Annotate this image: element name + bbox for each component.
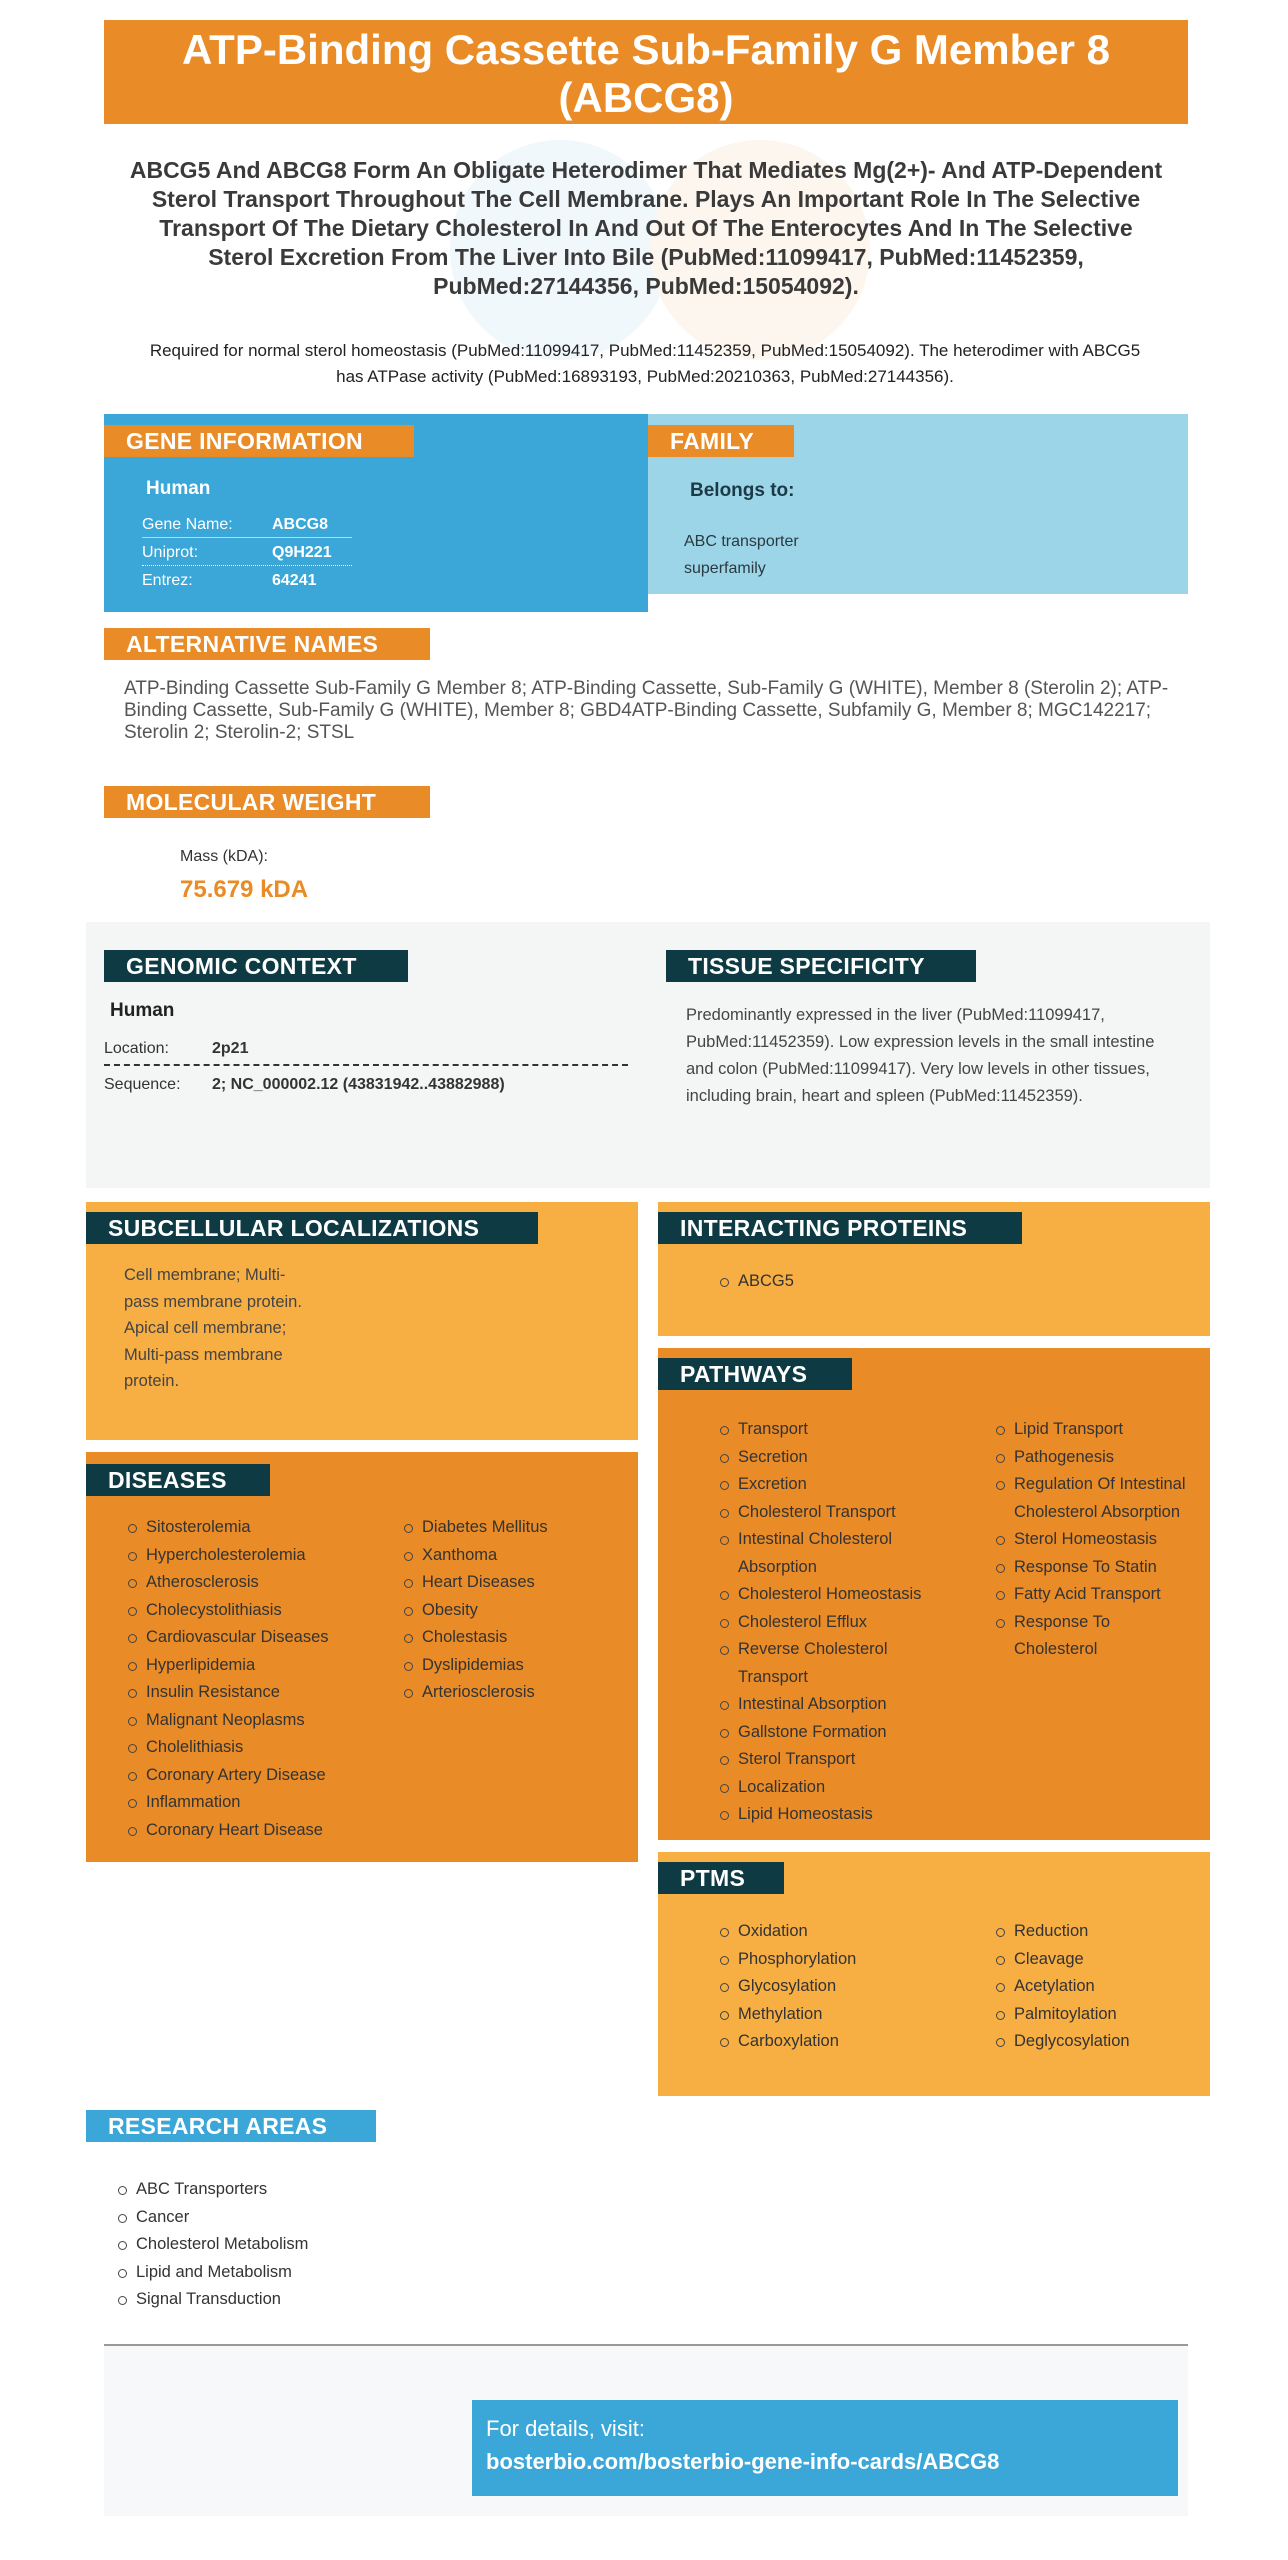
list-item: Malignant Neoplasms: [128, 1707, 408, 1735]
details-label: For details, visit:: [486, 2416, 645, 2441]
list-item: Acetylation: [996, 1973, 1196, 2001]
entrez-row: [142, 572, 352, 594]
tissue-specificity-text: Predominantly expressed in the liver (PubMed:11099417, PubMed:11452359). Low expression levels in the small intestine and colon (PubMed:11099417). Very low levels in other tissues, including brain, heart and spleen (PubMed:11452359).: [686, 1006, 1155, 1105]
list-item: Cholelithiasis: [128, 1734, 408, 1762]
list-item: Intestinal Cholesterol Absorption: [720, 1526, 960, 1581]
location-row: [104, 1040, 628, 1066]
research-areas-header: RESEARCH AREAS: [86, 2110, 376, 2142]
alternative-names-header: ALTERNATIVE NAMES: [104, 628, 430, 660]
family-belongs-label: Belongs to:: [690, 480, 795, 501]
list-item: Sterol Transport: [720, 1746, 960, 1774]
location-value: 2p21: [212, 1040, 249, 1057]
subcellular-line: pass membrane protein.: [124, 1292, 302, 1311]
gene-name-row: [142, 516, 352, 538]
list-item: Localization: [720, 1774, 960, 1802]
list-item: Cholesterol Metabolism: [118, 2231, 308, 2259]
list-item: Hypercholesterolemia: [128, 1542, 408, 1570]
molecular-weight-header: MOLECULAR WEIGHT: [104, 786, 430, 818]
gene-organism: Human: [146, 478, 211, 499]
list-item: Sitosterolemia: [128, 1514, 408, 1542]
list-item: Cholecystolithiasis: [128, 1597, 408, 1625]
list-item: Cancer: [118, 2204, 308, 2232]
list-item: Atherosclerosis: [128, 1569, 408, 1597]
gene-summary: ABCG5 And ABCG8 Form An Obligate Heterodimer That Mediates Mg(2+)- And ATP-Dependent Sterol Transport Throughout The Cell Membrane. Plays An Important Role In The Selective Transport Of The Dietary Cholesterol In And Out Of The Enterocytes And In The Selective Sterol Excretion From The Liver Into Bile (PubMed:11099417, PubMed:11452359, PubMed:27144356, PubMed:15054092).: [129, 157, 1163, 299]
list-item: Transport: [720, 1416, 960, 1444]
family-value-line: ABC transporter: [684, 533, 799, 550]
list-item: Reduction: [996, 1918, 1196, 1946]
interacting-proteins-header: INTERACTING PROTEINS: [658, 1212, 1022, 1244]
list-item: Cholesterol Homeostasis: [720, 1581, 960, 1609]
list-item: ABCG5: [720, 1268, 794, 1296]
list-item: Intestinal Absorption: [720, 1691, 960, 1719]
pathways-panel: [658, 1348, 1210, 1840]
list-item: Signal Transduction: [118, 2286, 308, 2314]
uniprot-value: Q9H221: [272, 544, 332, 561]
list-item: Arteriosclerosis: [404, 1679, 624, 1707]
subcellular-line: protein.: [124, 1372, 180, 1390]
list-item: Palmitoylation: [996, 2001, 1196, 2029]
list-item: Fatty Acid Transport: [996, 1581, 1196, 1609]
list-item: Cleavage: [996, 1946, 1196, 1974]
mass-label: Mass (kDA):: [180, 848, 268, 865]
sequence-row: [104, 1076, 628, 1100]
uniprot-row: [142, 544, 352, 566]
list-item: Lipid and Metabolism: [118, 2259, 308, 2287]
tissue-specificity-header: TISSUE SPECIFICITY: [666, 950, 976, 982]
pathways-list-col2: [996, 1416, 1196, 1664]
family-value-line: superfamily: [684, 560, 766, 577]
sequence-value: 2; NC_000002.12 (43831942..43882988): [212, 1076, 505, 1093]
mass-value: 75.679 kDA: [180, 876, 309, 903]
family-header: FAMILY: [648, 425, 794, 457]
sequence-label: Sequence:: [104, 1076, 181, 1093]
gene-name-label: Gene Name:: [142, 516, 233, 533]
list-item: Coronary Artery Disease: [128, 1762, 408, 1790]
diseases-panel: [86, 1452, 638, 1862]
subcellular-line: Cell membrane; Multi-: [124, 1266, 286, 1284]
ptms-list-col2: [996, 1918, 1196, 2056]
gene-description: Required for normal sterol homeostasis (PubMed:11099417, PubMed:11452359, PubMed:15054092). The heterodimer with ABCG5 has ATPase activity (PubMed:16893193, PubMed:20210363, PubMed:27144356).: [149, 341, 1141, 386]
list-item: Cardiovascular Diseases: [128, 1624, 408, 1652]
pathways-header: PATHWAYS: [658, 1358, 852, 1390]
list-item: Regulation Of Intestinal Cholesterol Absorption: [996, 1471, 1196, 1526]
list-item: Diabetes Mellitus: [404, 1514, 624, 1542]
interacting-proteins-list: [720, 1268, 794, 1296]
subcellular-line: Multi-pass membrane: [124, 1345, 283, 1364]
list-item: Sterol Homeostasis: [996, 1526, 1196, 1554]
diseases-header: DISEASES: [86, 1464, 270, 1496]
subcellular-line: Apical cell membrane;: [124, 1319, 287, 1337]
list-item: Deglycosylation: [996, 2028, 1196, 2056]
gene-information-header: GENE INFORMATION: [104, 425, 414, 457]
list-item: Obesity: [404, 1597, 624, 1625]
list-item: Pathogenesis: [996, 1444, 1196, 1472]
entrez-label: Entrez:: [142, 572, 193, 589]
uniprot-label: Uniprot:: [142, 544, 199, 561]
gene-name-value: ABCG8: [272, 516, 329, 533]
subcellular-text: [124, 1262, 302, 1395]
list-item: Excretion: [720, 1471, 960, 1499]
genomic-organism: Human: [110, 1000, 175, 1021]
subcellular-header: SUBCELLULAR LOCALIZATIONS: [86, 1212, 538, 1244]
ptms-header: PTMS: [658, 1862, 784, 1894]
list-item: Reverse Cholesterol Transport: [720, 1636, 960, 1691]
list-item: Inflammation: [128, 1789, 408, 1817]
diseases-list-col2: [404, 1514, 624, 1707]
list-item: Heart Diseases: [404, 1569, 624, 1597]
list-item: Methylation: [720, 2001, 960, 2029]
list-item: Carboxylation: [720, 2028, 960, 2056]
diseases-list-col1: [128, 1514, 408, 1844]
list-item: ABC Transporters: [118, 2176, 308, 2204]
pathways-list-col1: [720, 1416, 960, 1829]
list-item: Oxidation: [720, 1918, 960, 1946]
list-item: Cholestasis: [404, 1624, 624, 1652]
list-item: Insulin Resistance: [128, 1679, 408, 1707]
list-item: Phosphorylation: [720, 1946, 960, 1974]
genomic-context-header: GENOMIC CONTEXT: [104, 950, 408, 982]
list-item: Cholesterol Efflux: [720, 1609, 960, 1637]
family-value: [684, 528, 799, 582]
list-item: Cholesterol Transport: [720, 1499, 960, 1527]
details-link-box[interactable]: [472, 2400, 1178, 2496]
list-item: Response To Statin: [996, 1554, 1196, 1582]
list-item: Glycosylation: [720, 1973, 960, 2001]
list-item: Lipid Transport: [996, 1416, 1196, 1444]
list-item: Gallstone Formation: [720, 1719, 960, 1747]
list-item: Xanthoma: [404, 1542, 624, 1570]
details-url-link[interactable]: bosterbio.com/bosterbio-gene-info-cards/ABCG8: [486, 2449, 1000, 2474]
alternative-names-text: ATP-Binding Cassette Sub-Family G Member 8; ATP-Binding Cassette, Sub-Family G (WHITE), Member 8 (Sterolin 2); ATP-Binding Cassette, Sub-Family G (WHITE), Member 8; GBD4ATP-Binding Cassette, Subfamily G, Member 8; MGC142217; Sterolin 2; Sterolin-2; STSL: [124, 678, 1169, 743]
list-item: Lipid Homeostasis: [720, 1801, 960, 1829]
list-item: Dyslipidemias: [404, 1652, 624, 1680]
list-item: Hyperlipidemia: [128, 1652, 408, 1680]
list-item: Secretion: [720, 1444, 960, 1472]
ptms-list-col1: [720, 1918, 960, 2056]
research-areas-list: [118, 2176, 308, 2314]
list-item: Response To Cholesterol: [996, 1609, 1196, 1664]
list-item: Coronary Heart Disease: [128, 1817, 408, 1845]
entrez-value: 64241: [272, 572, 317, 589]
location-label: Location:: [104, 1040, 169, 1057]
page-title: ATP-Binding Cassette Sub-Family G Member 8 (ABCG8): [104, 20, 1188, 124]
